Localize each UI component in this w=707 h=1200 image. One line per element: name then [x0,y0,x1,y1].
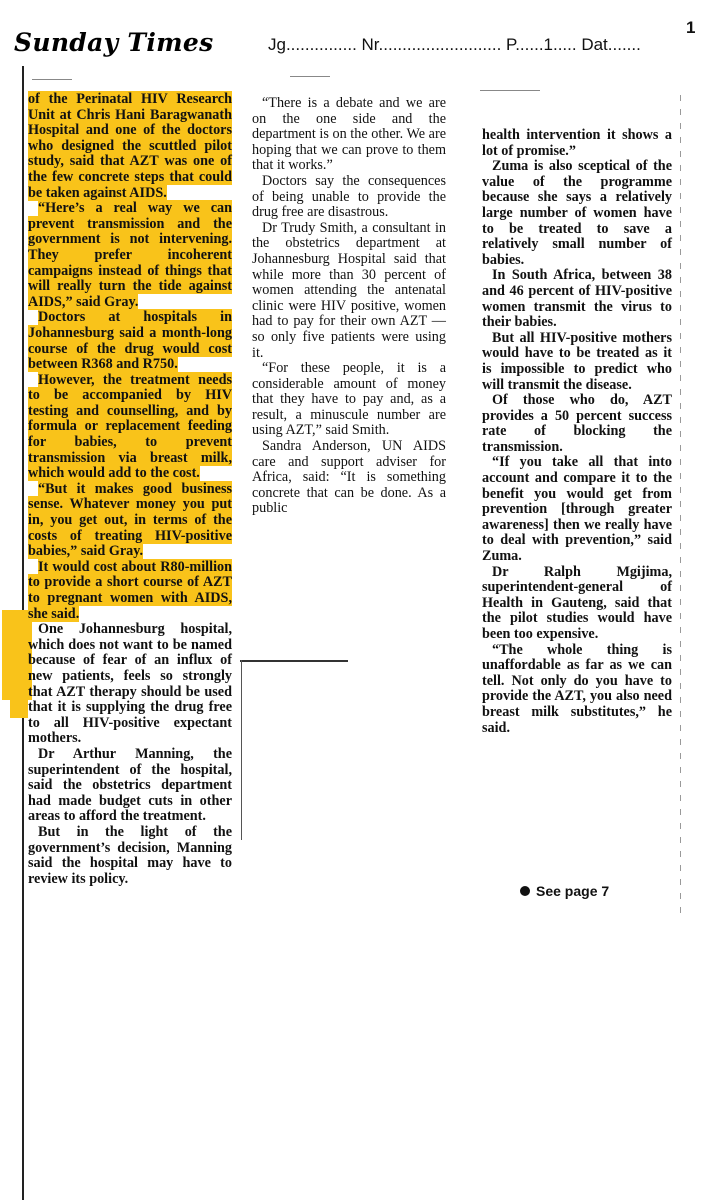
paragraph: But in the light of the government’s decision, Manning said the hospital may have to review its policy. [28,823,232,887]
paragraph: Doctors say the consequences of being unable to provide the drug free are disastrous. [252,172,446,221]
continuation-reference [520,883,609,899]
highlighter-stroke [10,690,28,718]
article-column-3 [482,128,672,736]
paragraph: “For these people, it is a considerable amount of money that they have to pay and, as a result, a minuscule number are using AZT,” said Smith. [252,360,446,439]
clipping-right-edge [680,95,681,915]
paragraph: Dr Arthur Manning, the superintendent of the hospital, said the obstetrics department had made budget cuts in other areas to afford the treatment. [28,745,232,825]
continuation-label: See page 7 [536,883,610,899]
paragraph: health intervention it shows a lot of promise.” [482,127,672,159]
newspaper-masthead: Sunday Times [14,28,214,57]
paragraph: But all HIV-positive mothers would have to be treated as it is impossible to predict who will transmit the disease. [482,329,672,393]
column-rule [32,79,72,80]
paragraph: It would cost about R80-million to provide a short course of AZT to pregnant women with AIDS, she said. [28,558,232,622]
article-column-1 [28,92,232,887]
column-break-rule [240,660,348,662]
paragraph: Dr Ralph Mgijima, superintendent-general of Health in Gauteng, said that the pilot studies would have been too expensive. [482,563,672,642]
paragraph: “There is a debate and we are on the one side and the department is on the other. We are hoping that we can prove to them that it works.” [252,95,446,174]
column-rule [480,90,540,91]
paragraph: Sandra Anderson, UN AIDS care and support adviser for Africa, said: “It is something concrete that can be done. As a public [252,438,446,517]
paragraph: One Johannesburg hospital, which does not want to be named because of fear of an influx of new patients, feels so strongly that AZT therapy should be used that it is supplying the drug free to all HIV-positive expectant mothers. [28,621,232,747]
paragraph: “If you take all that into account and compare it to the benefit you would get from prevention [through greater awareness] then we really have to deal with prevention,” said Zuma. [482,454,672,565]
paragraph: However, the treatment needs to be accompanied by HIV testing and counselling, and by formula or replacement feeding for babies, to prevent transmission via breast milk, which would add to the cost. [28,371,232,482]
paragraph: Of those who do, AZT provides a 50 percent success rate of blocking the transmission. [482,392,672,455]
paragraph: “Here’s a real way we can prevent transmission and the government is not intervening. They prefer incoherent campaigns instead of things that will really turn the tide against AIDS,” said Gray. [28,200,232,310]
paragraph: “The whole thing is unaffordable as far as we can tell. Not only do you have to provide the AZT, you also need breast milk substitutes,” he said. [482,641,672,736]
paragraph: In South Africa, between 38 and 46 percent of HIV-positive women transmit the virus to their babies. [482,267,672,331]
paragraph: of the Perinatal HIV Research Unit at Chris Hani Baragwanath Hospital and one of the doctors who designed the scuttled pilot study, said that AZT was one of the few concrete steps that could be taken against AIDS. [28,91,232,201]
article-column-2 [252,96,446,517]
page-corner-number: 1 [686,18,696,37]
paragraph: Zuma is also sceptical of the value of the programme because she says a relatively large number of women have to be treated to save a relatively small number of babies. [482,158,672,268]
paragraph: Dr Trudy Smith, a consultant in the obstetrics department at Johannesburg Hospital said that while more than 30 percent of women attending the antenatal clinic were HIV positive, women had to pay for their own AZT — so only five patients were using it. [252,219,446,361]
clipping-header [0,0,707,68]
bullet-icon [520,886,530,896]
column-break-rule [241,660,242,840]
filing-reference-line: Jg............... Nr.......................... P......1..... Dat....... [268,35,641,54]
paragraph: “But it makes good business sense. Whatever money you put in, you get out, in terms of the costs of treating HIV-positive babies,” said Gray. [28,480,232,560]
column-rule [290,76,330,77]
paragraph: Doctors at hospitals in Johannesburg said a month-long course of the drug would cost between R368 and R750. [28,309,232,373]
